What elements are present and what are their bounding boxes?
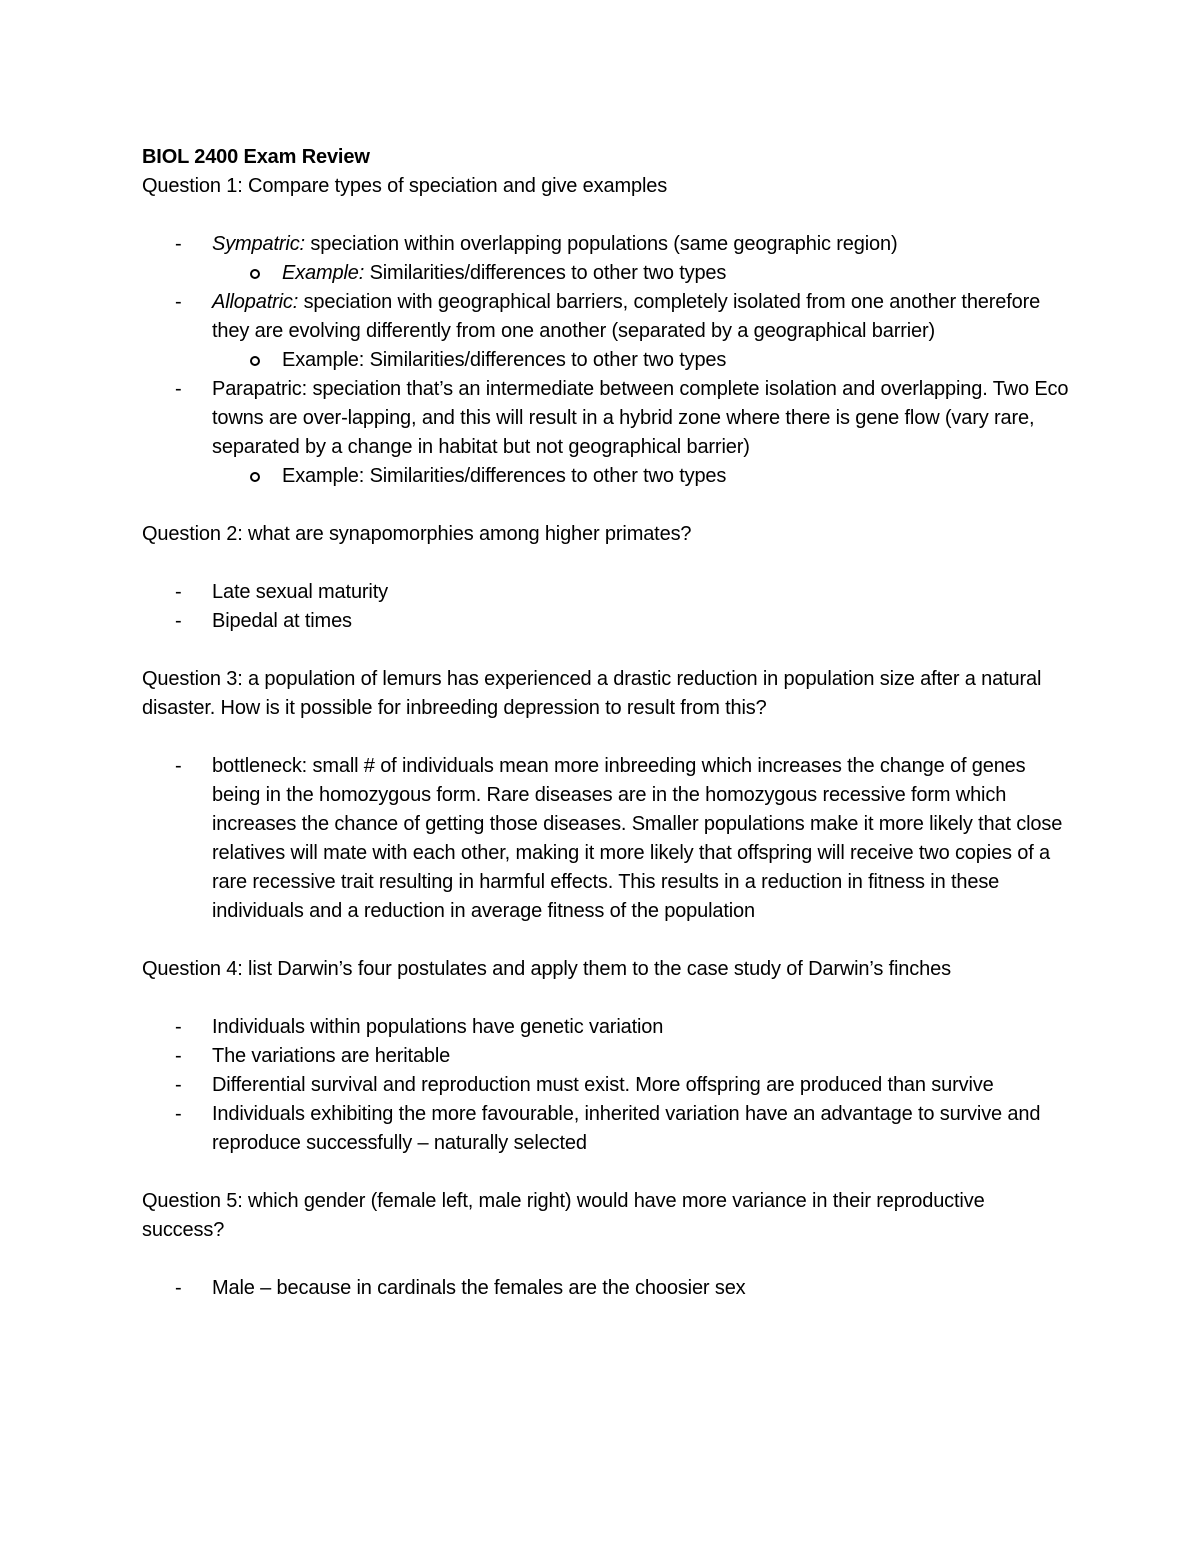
list-item-text: Bipedal at times — [212, 610, 352, 632]
spacer — [142, 1245, 1072, 1274]
spacer — [142, 926, 1072, 955]
dash-bullet: - — [175, 1277, 182, 1299]
list-item-text: Individuals exhibiting the more favourable, inherited variation have an advantage to survive and reproduce successfully – naturally selected — [212, 1103, 1041, 1154]
list-item — [142, 1071, 1072, 1100]
question-1: Question 1: Compare types of speciation and give examples — [142, 175, 668, 197]
dash-bullet: - — [175, 1045, 182, 1067]
question-4: Question 4: list Darwin’s four postulates and apply them to the case study of Darwin’s finches — [142, 958, 951, 980]
term-allopatric: Allopatric: — [212, 291, 299, 313]
spacer — [142, 549, 1072, 578]
example-term: Example: — [282, 262, 365, 284]
spacer — [142, 1158, 1072, 1187]
circle-bullet-icon — [250, 269, 260, 279]
spacer — [142, 201, 1072, 230]
list-item-text: The variations are heritable — [212, 1045, 451, 1067]
list-item — [142, 607, 1072, 636]
list-item — [142, 375, 1072, 462]
sub-list-item — [142, 462, 1072, 491]
example-text: Similarities/differences to other two types — [364, 262, 727, 284]
list-item-text: Differential survival and reproduction must exist. More offspring are produced than survive — [212, 1074, 994, 1096]
definition-sympatric: speciation within overlapping populations (same geographic region) — [304, 233, 898, 255]
list-item-text: Individuals within populations have genetic variation — [212, 1016, 664, 1038]
dash-bullet: - — [175, 233, 182, 255]
spacer — [142, 984, 1072, 1013]
dash-bullet: - — [175, 581, 182, 603]
definition-allopatric: speciation with geographical barriers, completely isolated from one another therefore they are evolving differently from one another (separated by a geographical barrier) — [212, 291, 1041, 342]
sub-list-item — [142, 346, 1072, 375]
dash-bullet: - — [175, 1074, 182, 1096]
dash-bullet: - — [175, 291, 182, 313]
list-item-text: Late sexual maturity — [212, 581, 388, 603]
list-item — [142, 230, 1072, 259]
list-item — [142, 578, 1072, 607]
example-text: Example: Similarities/differences to other two types — [282, 349, 727, 371]
example-text: Example: Similarities/differences to other two types — [282, 465, 727, 487]
dash-bullet: - — [175, 1103, 182, 1125]
sub-list-item — [142, 259, 1072, 288]
question-2: Question 2: what are synapomorphies among higher primates? — [142, 523, 692, 545]
list-item — [142, 1042, 1072, 1071]
document-title: BIOL 2400 Exam Review — [142, 146, 370, 168]
list-item — [142, 288, 1072, 346]
list-item-text: Male – because in cardinals the females are the choosier sex — [212, 1277, 746, 1299]
spacer — [142, 491, 1072, 520]
term-sympatric: Sympatric: — [212, 233, 305, 255]
list-item — [142, 1100, 1072, 1158]
spacer — [142, 723, 1072, 752]
list-item-text: bottleneck: small # of individuals mean more inbreeding which increases the change of genes being in the homozygous form. Rare diseases are in the homozygous recessive form which increases the chance of getting those diseases. Smaller populations make it more likely that close relatives will mate with each other, making it more likely that offspring will receive two copies of a rare recessive trait resulting in harmful effects. This results in a reduction in fitness in these individuals and a reduction in average fitness of the population — [212, 755, 1063, 922]
list-item — [142, 752, 1072, 926]
definition-parapatric: Parapatric: speciation that’s an intermediate between complete isolation and overlapping. Two Eco towns are over-lapping, and this will result in a hybrid zone where there is gene flow (vary rare, separated by a change in habitat but not geographical barrier) — [212, 378, 1069, 458]
spacer — [142, 636, 1072, 665]
dash-bullet: - — [175, 610, 182, 632]
dash-bullet: - — [175, 378, 182, 400]
dash-bullet: - — [175, 755, 182, 777]
question-5: Question 5: which gender (female left, male right) would have more variance in their reproductive success? — [142, 1190, 985, 1241]
circle-bullet-icon — [250, 472, 260, 482]
circle-bullet-icon — [250, 356, 260, 366]
dash-bullet: - — [175, 1016, 182, 1038]
list-item — [142, 1013, 1072, 1042]
list-item — [142, 1274, 1072, 1303]
document-body — [142, 143, 1072, 1303]
question-3: Question 3: a population of lemurs has experienced a drastic reduction in population size after a natural disaster. How is it possible for inbreeding depression to result from this? — [142, 668, 1042, 719]
